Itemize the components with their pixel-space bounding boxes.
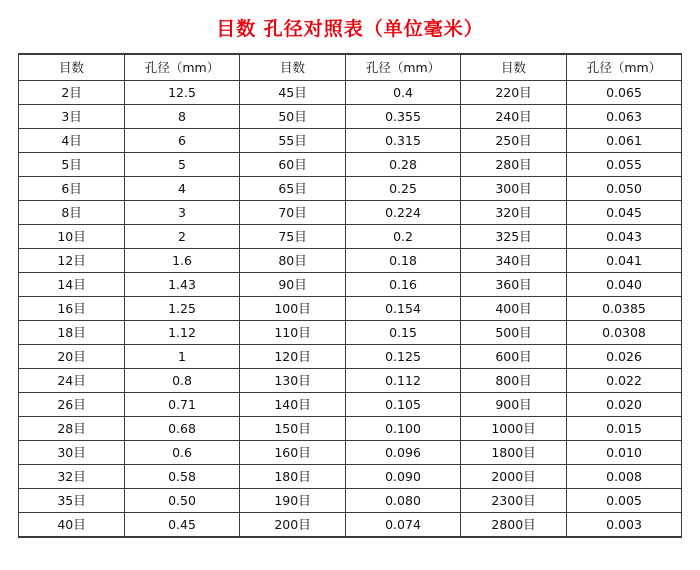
cell-mesh: 32目: [19, 465, 125, 489]
cell-mesh: 60目: [239, 153, 345, 177]
cell-aperture: 4: [125, 177, 240, 201]
cell-aperture: 0.68: [125, 417, 240, 441]
cell-aperture: 0.154: [346, 297, 461, 321]
cell-aperture: 0.105: [346, 393, 461, 417]
cell-mesh: 120目: [239, 345, 345, 369]
cell-aperture: 1.43: [125, 273, 240, 297]
cell-aperture: 1: [125, 345, 240, 369]
cell-mesh: 2000目: [460, 465, 566, 489]
cell-mesh: 900目: [460, 393, 566, 417]
cell-mesh: 340目: [460, 249, 566, 273]
table-container: [0, 53, 700, 538]
cell-aperture: 0.061: [567, 129, 682, 153]
cell-aperture: 0.6: [125, 441, 240, 465]
column-header-mesh-3: 目数: [460, 54, 566, 81]
cell-aperture: 2: [125, 225, 240, 249]
cell-mesh: 14目: [19, 273, 125, 297]
cell-aperture: 3: [125, 201, 240, 225]
mesh-aperture-table: [18, 53, 682, 538]
cell-mesh: 300目: [460, 177, 566, 201]
cell-aperture: 0.005: [567, 489, 682, 513]
cell-mesh: 12目: [19, 249, 125, 273]
cell-aperture: 8: [125, 105, 240, 129]
cell-aperture: 0.25: [346, 177, 461, 201]
cell-aperture: 0.100: [346, 417, 461, 441]
cell-mesh: 190目: [239, 489, 345, 513]
cell-mesh: 3目: [19, 105, 125, 129]
cell-mesh: 320目: [460, 201, 566, 225]
column-header-mesh-1: 目数: [19, 54, 125, 81]
cell-aperture: 0.020: [567, 393, 682, 417]
table-header-row: [19, 54, 682, 81]
cell-aperture: 0.112: [346, 369, 461, 393]
cell-mesh: 240目: [460, 105, 566, 129]
cell-mesh: 2300目: [460, 489, 566, 513]
cell-aperture: 0.45: [125, 513, 240, 538]
cell-aperture: 0.026: [567, 345, 682, 369]
table-row: [19, 249, 682, 273]
table-row: [19, 153, 682, 177]
cell-mesh: 200目: [239, 513, 345, 538]
table-row: [19, 345, 682, 369]
cell-mesh: 140目: [239, 393, 345, 417]
cell-mesh: 110目: [239, 321, 345, 345]
cell-mesh: 130目: [239, 369, 345, 393]
table-row: [19, 105, 682, 129]
cell-mesh: 2800目: [460, 513, 566, 538]
cell-mesh: 55目: [239, 129, 345, 153]
cell-mesh: 28目: [19, 417, 125, 441]
table-row: [19, 369, 682, 393]
table-head: [19, 54, 682, 81]
cell-aperture: 0.090: [346, 465, 461, 489]
cell-mesh: 6目: [19, 177, 125, 201]
cell-aperture: 0.041: [567, 249, 682, 273]
cell-mesh: 150目: [239, 417, 345, 441]
cell-aperture: 0.0385: [567, 297, 682, 321]
cell-mesh: 1000目: [460, 417, 566, 441]
cell-mesh: 325目: [460, 225, 566, 249]
cell-mesh: 65目: [239, 177, 345, 201]
cell-mesh: 1800目: [460, 441, 566, 465]
cell-aperture: 0.125: [346, 345, 461, 369]
cell-aperture: 1.12: [125, 321, 240, 345]
cell-aperture: 0.18: [346, 249, 461, 273]
cell-aperture: 0.4: [346, 81, 461, 105]
cell-mesh: 20目: [19, 345, 125, 369]
table-row: [19, 465, 682, 489]
cell-aperture: 1.25: [125, 297, 240, 321]
cell-aperture: 6: [125, 129, 240, 153]
cell-mesh: 250目: [460, 129, 566, 153]
cell-mesh: 160目: [239, 441, 345, 465]
cell-aperture: 0.050: [567, 177, 682, 201]
cell-mesh: 30目: [19, 441, 125, 465]
cell-aperture: 0.045: [567, 201, 682, 225]
column-header-aperture-1: 孔径（mm）: [125, 54, 240, 81]
cell-mesh: 400目: [460, 297, 566, 321]
cell-mesh: 8目: [19, 201, 125, 225]
cell-aperture: 0.50: [125, 489, 240, 513]
cell-aperture: 0.2: [346, 225, 461, 249]
table-row: [19, 441, 682, 465]
cell-mesh: 24目: [19, 369, 125, 393]
column-header-mesh-2: 目数: [239, 54, 345, 81]
cell-aperture: 5: [125, 153, 240, 177]
cell-mesh: 16目: [19, 297, 125, 321]
table-row: [19, 201, 682, 225]
cell-aperture: 0.080: [346, 489, 461, 513]
cell-mesh: 50目: [239, 105, 345, 129]
cell-aperture: 0.022: [567, 369, 682, 393]
table-row: [19, 225, 682, 249]
cell-mesh: 18目: [19, 321, 125, 345]
cell-aperture: 0.008: [567, 465, 682, 489]
cell-aperture: 0.224: [346, 201, 461, 225]
cell-aperture: 0.055: [567, 153, 682, 177]
cell-mesh: 220目: [460, 81, 566, 105]
cell-aperture: 0.040: [567, 273, 682, 297]
page-title: 目数 孔径对照表（单位毫米）: [216, 18, 484, 40]
table-row: [19, 273, 682, 297]
cell-aperture: 0.355: [346, 105, 461, 129]
cell-aperture: 0.8: [125, 369, 240, 393]
cell-mesh: 10目: [19, 225, 125, 249]
cell-aperture: 0.043: [567, 225, 682, 249]
cell-aperture: 0.063: [567, 105, 682, 129]
cell-aperture: 0.58: [125, 465, 240, 489]
cell-aperture: 12.5: [125, 81, 240, 105]
table-row: [19, 489, 682, 513]
cell-aperture: 0.315: [346, 129, 461, 153]
cell-mesh: 2目: [19, 81, 125, 105]
column-header-aperture-2: 孔径（mm）: [346, 54, 461, 81]
cell-mesh: 800目: [460, 369, 566, 393]
cell-aperture: 0.065: [567, 81, 682, 105]
cell-mesh: 90目: [239, 273, 345, 297]
cell-mesh: 280目: [460, 153, 566, 177]
cell-mesh: 75目: [239, 225, 345, 249]
cell-aperture: 0.28: [346, 153, 461, 177]
table-row: [19, 177, 682, 201]
table-row: [19, 321, 682, 345]
cell-aperture: 0.71: [125, 393, 240, 417]
table-row: [19, 417, 682, 441]
cell-mesh: 100目: [239, 297, 345, 321]
cell-aperture: 0.003: [567, 513, 682, 538]
cell-mesh: 180目: [239, 465, 345, 489]
cell-mesh: 26目: [19, 393, 125, 417]
cell-mesh: 5目: [19, 153, 125, 177]
table-row: [19, 393, 682, 417]
cell-aperture: 1.6: [125, 249, 240, 273]
cell-mesh: 360目: [460, 273, 566, 297]
cell-mesh: 40目: [19, 513, 125, 538]
cell-aperture: 0.015: [567, 417, 682, 441]
cell-aperture: 0.15: [346, 321, 461, 345]
cell-mesh: 600目: [460, 345, 566, 369]
cell-mesh: 80目: [239, 249, 345, 273]
cell-mesh: 35目: [19, 489, 125, 513]
cell-aperture: 0.074: [346, 513, 461, 538]
cell-mesh: 500目: [460, 321, 566, 345]
cell-aperture: 0.16: [346, 273, 461, 297]
table-row: [19, 81, 682, 105]
cell-aperture: 0.096: [346, 441, 461, 465]
cell-mesh: 4目: [19, 129, 125, 153]
table-body: [19, 81, 682, 538]
cell-mesh: 45目: [239, 81, 345, 105]
table-row: [19, 513, 682, 538]
table-row: [19, 129, 682, 153]
cell-aperture: 0.010: [567, 441, 682, 465]
cell-mesh: 70目: [239, 201, 345, 225]
table-row: [19, 297, 682, 321]
column-header-aperture-3: 孔径（mm）: [567, 54, 682, 81]
cell-aperture: 0.0308: [567, 321, 682, 345]
